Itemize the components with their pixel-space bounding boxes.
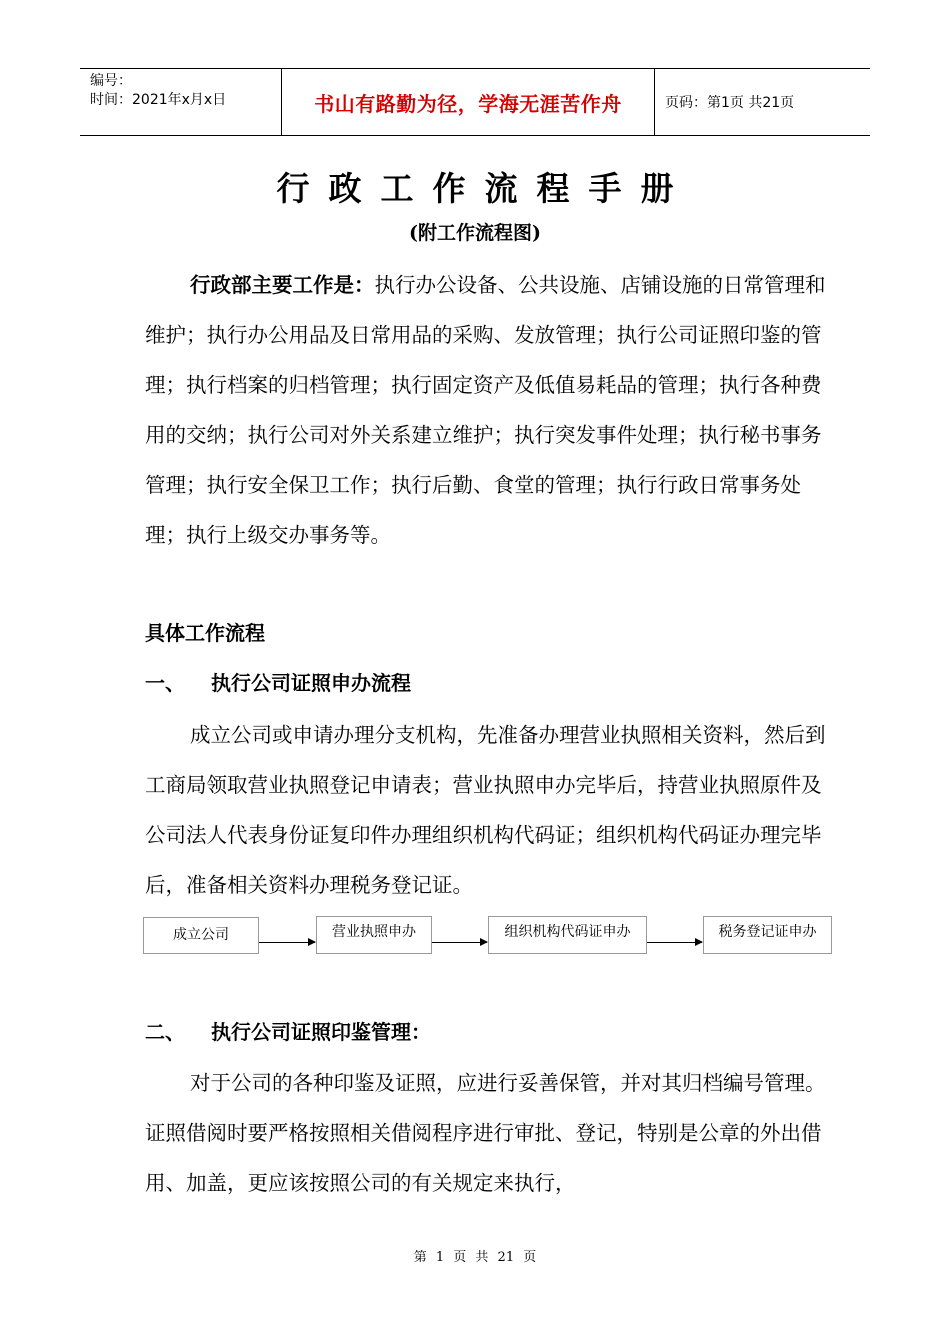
section-2-number: 二、 — [145, 1020, 185, 1044]
section-1-number: 一、 — [145, 671, 185, 695]
section-1-title: 执行公司证照申办流程 — [211, 671, 411, 695]
document-subtitle: (附工作流程图) — [409, 222, 541, 244]
workflow-heading: 具体工作流程 — [145, 621, 265, 645]
flow-arrow-3 — [647, 942, 702, 943]
intro-lead: 行政部主要工作是： — [190, 273, 375, 297]
header-page-info: 页码：第1页 共21页 — [665, 95, 795, 111]
section-2-paragraph: 对于公司的各种印鉴及证照，应进行妥善保管，并对其归档编号管理。证照借阅时要严格按照相关借阅程序进行审批、登记，特别是公章的外出借用、加盖，更应该按照公司的有关规定来执行， — [145, 1071, 826, 1195]
header-motto: 书山有路勤为径，学海无涯苦作舟 — [314, 91, 622, 116]
number-label: 编号： — [90, 73, 132, 89]
flow-step-org-code-certificate: 组织机构代码证申办 — [488, 916, 647, 954]
intro-text: 执行办公设备、公共设施、店铺设施的日常管理和维护；执行办公用品及日常用品的采购、发放管理；执行公司证照印鉴的管理；执行档案的归档管理；执行固定资产及低值易耗品的管理；执行各种费用的交纳；执行公司对外关系建立维护；执行突发事件处理；执行秘书事务管理；执行安全保卫工作；执行后勤、食堂的管理；执行行政日常事务处理；执行上级交办事务等。 — [145, 273, 826, 547]
flow-step-establish-company: 成立公司 — [143, 917, 259, 954]
flow-step-business-license: 营业执照申办 — [316, 916, 432, 954]
document-header — [80, 68, 870, 136]
section-1-heading — [145, 668, 411, 698]
flow-step-tax-registration: 税务登记证申办 — [703, 916, 832, 954]
document-title: 行政工作流程手册 — [276, 169, 693, 208]
flow-arrow-1 — [259, 942, 315, 943]
header-motto-cell — [282, 69, 655, 135]
time-label: 时间：2021年x月x日 — [90, 92, 227, 108]
section-2-heading — [145, 1017, 431, 1047]
header-meta — [80, 69, 282, 135]
intro-paragraph — [145, 260, 835, 560]
section-1-paragraph: 成立公司或申请办理分支机构，先准备办理营业执照相关资料，然后到工商局领取营业执照登记申请表；营业执照申办完毕后，持营业执照原件及公司法人代表身份证复印件办理组织机构代码证；组织机构代码证办理完毕后，准备相关资料办理税务登记证。 — [145, 723, 826, 897]
page-footer: 第 1 页 共 21 页 — [413, 1250, 537, 1265]
section-2-title: 执行公司证照印鉴管理： — [211, 1020, 431, 1044]
flow-arrow-2 — [432, 942, 487, 943]
